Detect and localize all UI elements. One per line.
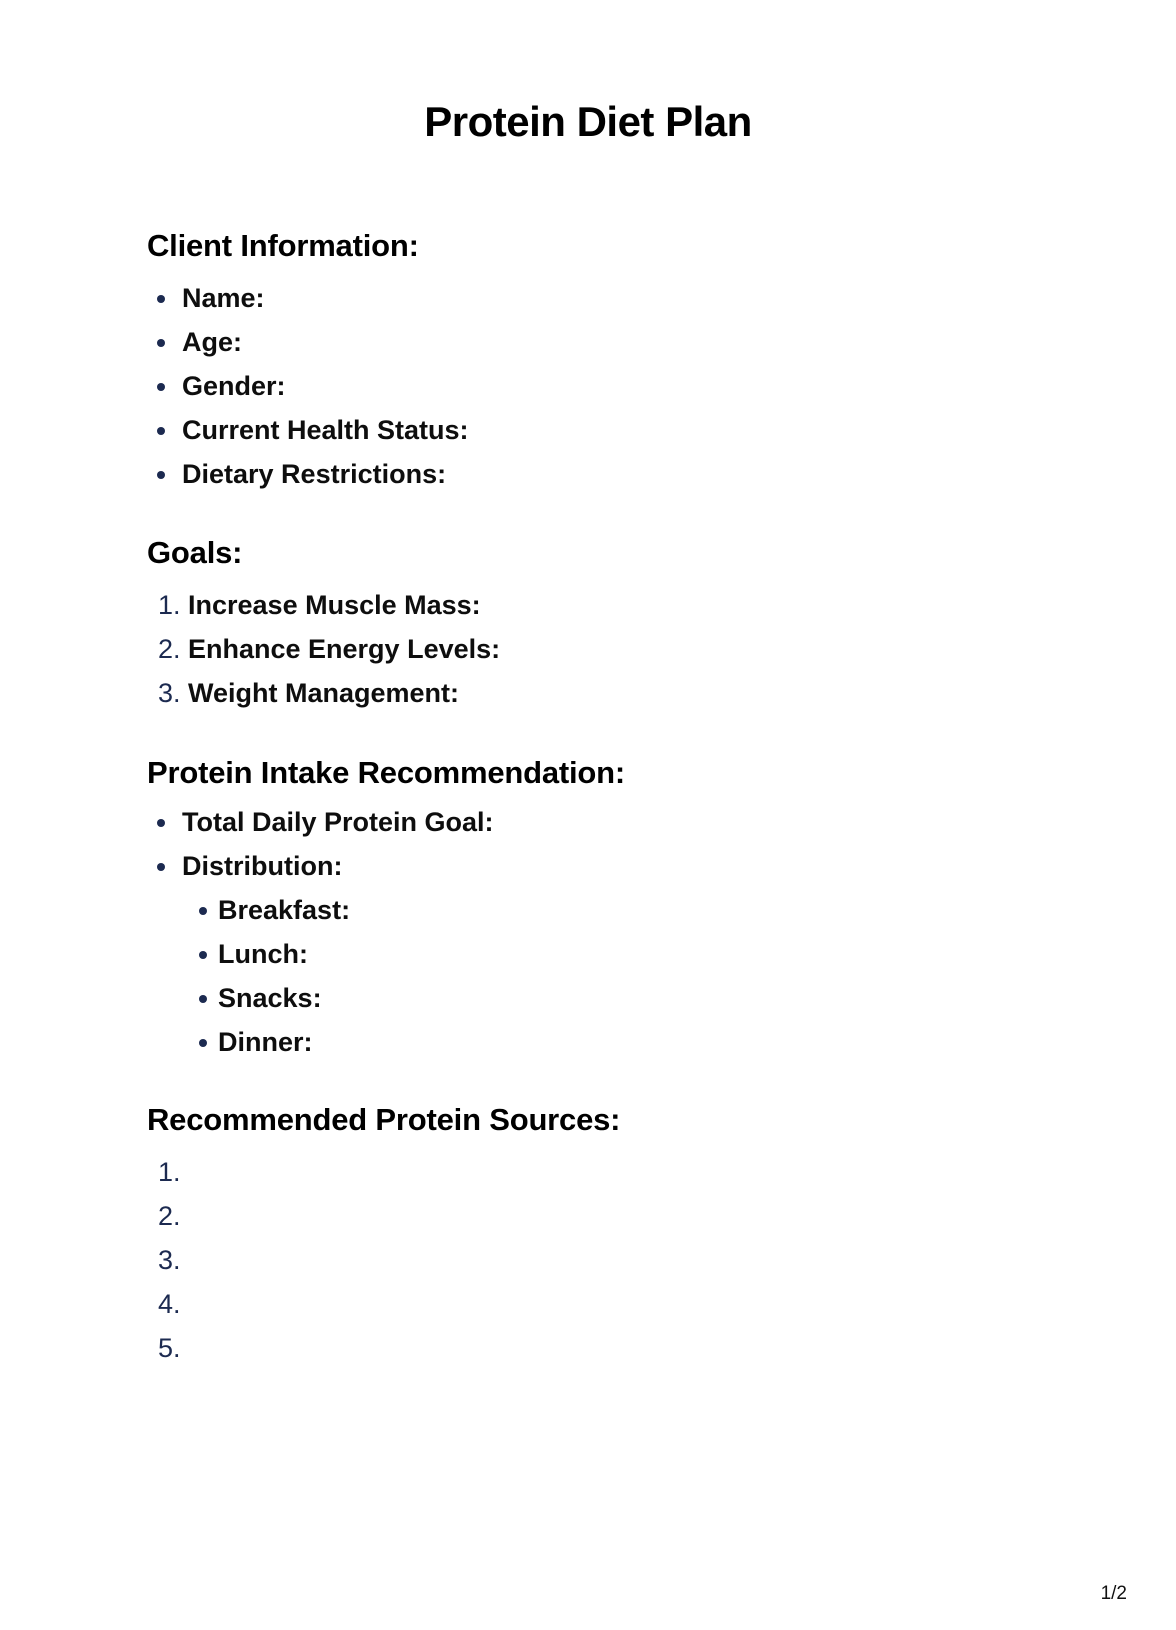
goal-label: Enhance Energy Levels: — [188, 634, 501, 664]
distribution-item — [157, 984, 1176, 1012]
bullet-icon — [157, 470, 182, 479]
protein-intake-label: Total Daily Protein Goal: — [182, 807, 494, 837]
list-number: 1. — [158, 590, 181, 620]
client-info-label: Name: — [182, 283, 265, 313]
section-protein-intake — [147, 755, 1176, 1056]
distribution-label: Snacks: — [218, 983, 322, 1013]
client-info-item — [147, 284, 1176, 312]
bullet-icon — [199, 1038, 218, 1047]
client-info-label: Gender: — [182, 371, 286, 401]
bullet-icon — [157, 382, 182, 391]
protein-intake-item — [147, 852, 1176, 1056]
list-number: 2. — [158, 1201, 181, 1231]
distribution-label: Lunch: — [218, 939, 308, 969]
protein-intake-heading: Protein Intake Recommendation: — [147, 755, 626, 790]
section-protein-sources — [147, 1102, 1176, 1362]
client-info-label: Current Health Status: — [182, 415, 469, 445]
client-info-item — [147, 328, 1176, 356]
distribution-item — [157, 896, 1176, 924]
goals-heading: Goals: — [147, 535, 243, 570]
protein-sources-heading: Recommended Protein Sources: — [147, 1102, 621, 1137]
distribution-label: Breakfast: — [218, 895, 351, 925]
section-client-information — [147, 228, 1176, 488]
client-information-list — [147, 284, 1176, 488]
bullet-icon — [157, 338, 182, 347]
goal-label: Increase Muscle Mass: — [188, 590, 481, 620]
list-number: 3. — [158, 678, 181, 708]
goal-item — [147, 679, 1176, 707]
goal-label: Weight Management: — [188, 678, 460, 708]
protein-source-item — [147, 1158, 1176, 1186]
protein-source-item — [147, 1246, 1176, 1274]
bullet-icon — [157, 818, 182, 827]
bullet-icon — [157, 294, 182, 303]
client-info-item — [147, 460, 1176, 488]
distribution-label: Dinner: — [218, 1027, 313, 1057]
bullet-icon — [199, 994, 218, 1003]
bullet-icon — [199, 906, 218, 915]
protein-source-item — [147, 1334, 1176, 1362]
protein-sources-list — [147, 1158, 1176, 1362]
bullet-icon — [199, 950, 218, 959]
list-number: 3. — [158, 1245, 181, 1275]
distribution-item — [157, 1028, 1176, 1056]
bullet-icon — [157, 862, 182, 871]
protein-intake-item — [147, 808, 1176, 836]
goal-item — [147, 635, 1176, 663]
client-info-item — [147, 416, 1176, 444]
client-information-heading: Client Information: — [147, 228, 419, 263]
section-goals — [147, 535, 1176, 707]
document-title: Protein Diet Plan — [424, 98, 752, 145]
client-info-label: Dietary Restrictions: — [182, 459, 447, 489]
client-info-item — [147, 372, 1176, 400]
protein-source-item — [147, 1290, 1176, 1318]
bullet-icon — [157, 426, 182, 435]
goal-item — [147, 591, 1176, 619]
client-info-label: Age: — [182, 327, 242, 357]
list-number: 4. — [158, 1289, 181, 1319]
list-number: 2. — [158, 634, 181, 664]
protein-intake-label: Distribution: — [182, 851, 343, 881]
protein-source-item — [147, 1202, 1176, 1230]
distribution-list — [157, 896, 1176, 1056]
protein-intake-list — [147, 808, 1176, 1056]
distribution-item — [157, 940, 1176, 968]
list-number: 1. — [158, 1157, 181, 1187]
goals-list — [147, 591, 1176, 707]
list-number: 5. — [158, 1333, 181, 1363]
page-number: 1/2 — [1100, 1583, 1127, 1604]
